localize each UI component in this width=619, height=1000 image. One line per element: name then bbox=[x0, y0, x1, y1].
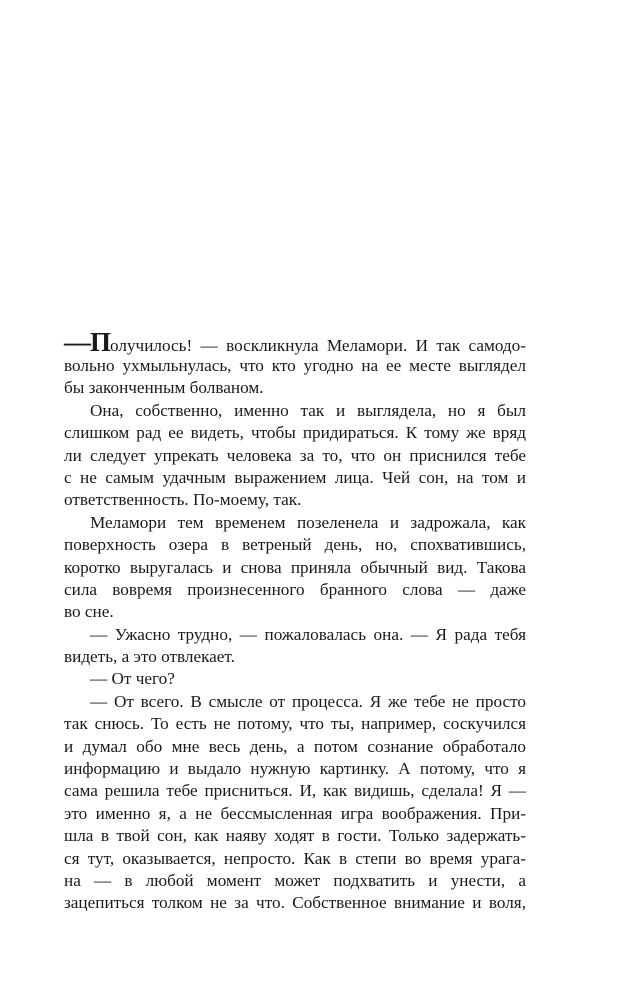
line-text: — От всего. В смысле от процесса. Я же тебе не просто bbox=[90, 691, 526, 711]
line-text: поверхность озера в ветреный день, но, спохватившись, bbox=[64, 535, 526, 555]
line-text: слишком рад ее видеть, чтобы придираться. К тому же вряд bbox=[64, 423, 526, 443]
line-text: — От чего? bbox=[90, 669, 175, 689]
text-line bbox=[64, 870, 526, 892]
drop-cap: —П bbox=[64, 327, 111, 357]
line-text: коротко выругалась и снова приняла обычный вид. Такова bbox=[64, 557, 526, 577]
line-text: ответственность. По-моему, так. bbox=[64, 490, 302, 510]
text-line bbox=[64, 848, 526, 870]
line-text: во сне. bbox=[64, 602, 114, 622]
line-text: на — в любой момент может подхватить и унести, а bbox=[64, 870, 526, 890]
text-line bbox=[64, 601, 526, 623]
line-text: видеть, а это отвлекает. bbox=[64, 647, 235, 667]
text-line bbox=[64, 467, 526, 489]
text-line bbox=[64, 780, 526, 802]
line-text: вольно ухмыльнулась, что кто угодно на ее месте выглядел bbox=[64, 356, 526, 375]
line-text: сама решила тебе присниться. И, как видишь, сделала! Я — bbox=[64, 781, 526, 801]
text-line bbox=[64, 377, 526, 399]
text-line bbox=[64, 489, 526, 511]
text-line bbox=[64, 327, 526, 357]
line-text: ли следует упрекать человека за то, что он приснился тебе bbox=[64, 445, 526, 465]
text-line bbox=[64, 557, 526, 579]
line-text: с не самым удачным выражением лица. Чей сон, на том и bbox=[64, 467, 526, 487]
text-line bbox=[64, 579, 526, 601]
text-line bbox=[64, 691, 526, 713]
text-line bbox=[64, 445, 526, 467]
text-line bbox=[64, 892, 526, 914]
text-line bbox=[64, 512, 526, 534]
text-line bbox=[64, 534, 526, 556]
text-line bbox=[64, 400, 526, 422]
line-text: олучилось! — воскликнула Меламори. И так самодо- bbox=[110, 336, 526, 355]
line-text: — Ужасно трудно, — пожаловалась она. — Я рада тебя bbox=[90, 624, 526, 644]
book-page-text bbox=[64, 327, 526, 915]
line-text: Меламори тем временем позеленела и задрожала, как bbox=[90, 512, 526, 532]
line-text: так снюсь. То есть не потому, что ты, например, соскучился bbox=[64, 714, 526, 734]
text-line bbox=[64, 355, 526, 377]
line-text: информацию и выдало нужную картинку. А потому, что я bbox=[64, 759, 526, 779]
line-text: Она, собственно, именно так и выглядела, но я был bbox=[90, 400, 526, 420]
line-text: сила вовремя произнесенного бранного слова — даже bbox=[64, 579, 526, 599]
text-line bbox=[64, 624, 526, 646]
text-line bbox=[64, 758, 526, 780]
text-line bbox=[64, 825, 526, 847]
line-text: бы законченным болваном. bbox=[64, 378, 264, 398]
text-line bbox=[64, 646, 526, 668]
line-text: шла в твой сон, как наяву ходят в гости. Только задержать- bbox=[64, 826, 526, 846]
line-text: это именно я, а не бессмысленная игра воображения. При- bbox=[64, 803, 526, 823]
text-line bbox=[64, 803, 526, 825]
text-line bbox=[64, 713, 526, 735]
line-text: зацепиться толком не за что. Собственное внимание и воля, bbox=[64, 893, 526, 913]
line-text: ся тут, оказывается, непросто. Как в степи во время урага- bbox=[64, 848, 526, 868]
text-line bbox=[64, 422, 526, 444]
line-text: и думал обо мне весь день, а потом сознание обработало bbox=[64, 736, 526, 756]
text-line bbox=[64, 736, 526, 758]
text-line bbox=[64, 668, 526, 690]
